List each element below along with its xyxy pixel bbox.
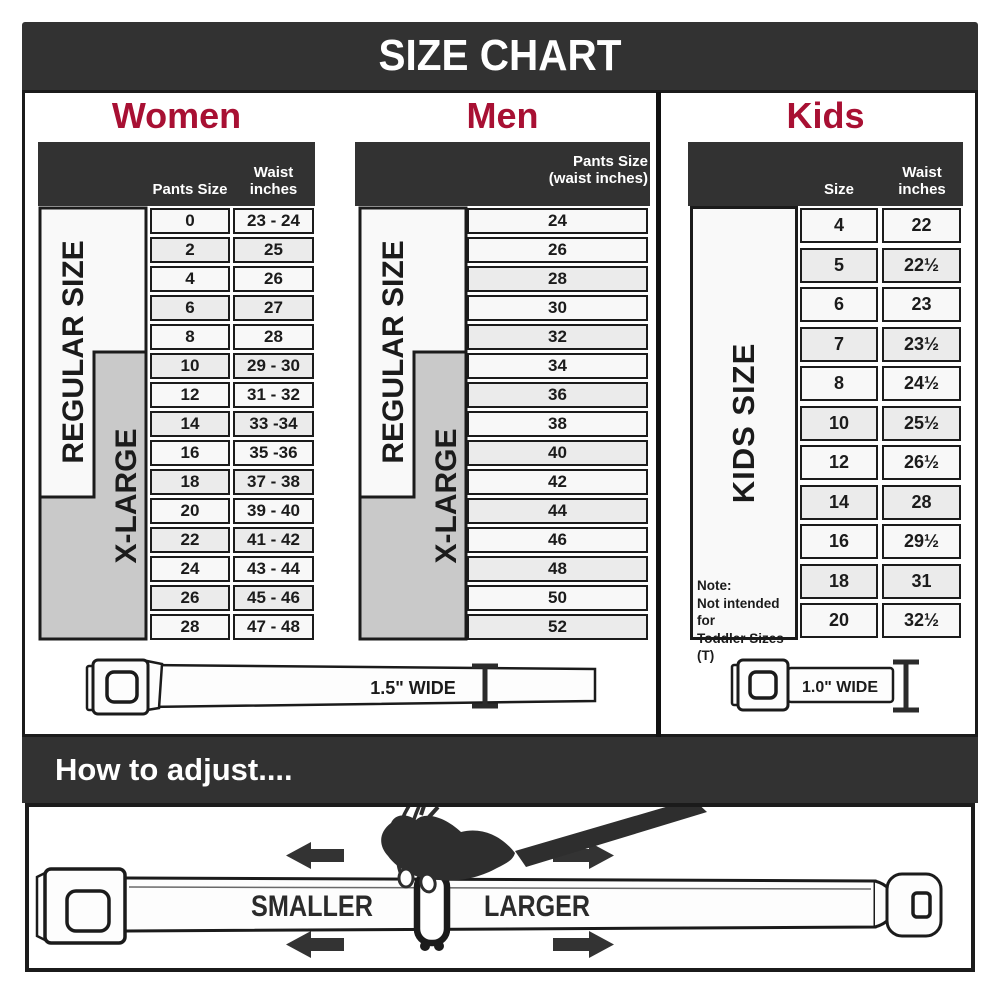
kids-table-cell: 22 xyxy=(882,208,961,243)
fingertip-under xyxy=(434,941,444,951)
women-table-cell: 14 xyxy=(150,411,230,437)
men-table-cell: 50 xyxy=(467,585,648,611)
women-table-cell: 26 xyxy=(233,266,314,292)
women-table-cell: 26 xyxy=(150,585,230,611)
women-table-cell: 29 - 30 xyxy=(233,353,314,379)
kids-size-label: KIDS SIZE xyxy=(726,342,761,504)
men-table-cell: 40 xyxy=(467,440,648,466)
kids-seatbelt-buckle-icon xyxy=(738,660,788,710)
kids-table-cell: 22½ xyxy=(882,248,961,283)
arrow-left-icon xyxy=(286,842,344,869)
women-table-cell: 20 xyxy=(150,498,230,524)
men-xlarge-label: X-LARGE xyxy=(429,428,463,564)
adult-seatbelt-buckle-icon xyxy=(93,660,148,714)
kids-table-cell: 12 xyxy=(800,445,878,480)
women-table-cell: 27 xyxy=(233,295,314,321)
kids-belt-illustration xyxy=(680,648,970,726)
adjust-illustration xyxy=(29,807,971,968)
kids-note-title: Note: xyxy=(697,578,732,593)
kids-table-cell: 7 xyxy=(800,327,878,362)
women-section-title: Women xyxy=(111,95,242,136)
adult-belt-width-label: 1.5" WIDE xyxy=(370,678,456,698)
women-table-cell: 39 - 40 xyxy=(233,498,314,524)
women-table-cell: 45 - 46 xyxy=(233,585,314,611)
smaller-label: SMALLER xyxy=(251,890,374,923)
women-col-header-waist: Waist inches xyxy=(249,164,298,198)
women-table-cell: 24 xyxy=(150,556,230,582)
men-col-header-pants-size xyxy=(467,142,648,206)
kids-size-box xyxy=(690,206,798,664)
how-to-adjust-band xyxy=(22,737,978,803)
kids-width-measure-icon xyxy=(893,662,919,710)
kids-table-cell: 20 xyxy=(800,603,878,638)
kids-table-cell: 23 xyxy=(882,287,961,322)
men-regular-size-label: REGULAR SIZE xyxy=(376,240,410,464)
women-table-cell: 47 - 48 xyxy=(233,614,314,640)
section-divider xyxy=(656,92,661,737)
women-table-cell: 28 xyxy=(150,614,230,640)
men-table-cell: 24 xyxy=(467,208,648,234)
women-table-cell: 22 xyxy=(150,527,230,553)
women-table-cell: 6 xyxy=(150,295,230,321)
women-size-range-labels xyxy=(38,206,148,642)
men-section-title: Men xyxy=(466,95,539,136)
men-col-header-line2: (waist inches) xyxy=(548,170,648,187)
women-table-cell: 8 xyxy=(150,324,230,350)
women-table-cell: 18 xyxy=(150,469,230,495)
men-table-cell: 48 xyxy=(467,556,648,582)
women-table-cell: 4 xyxy=(150,266,230,292)
women-xlarge-label: X-LARGE xyxy=(109,428,143,564)
kids-note-line2: Toddler Sizes (T) xyxy=(697,630,784,664)
men-size-range-labels xyxy=(358,206,468,642)
kids-col-header-size: Size xyxy=(823,181,854,198)
men-table-cell: 38 xyxy=(467,411,648,437)
men-table-cell: 26 xyxy=(467,237,648,263)
men-table-cell: 28 xyxy=(467,266,648,292)
kids-table-cell: 23½ xyxy=(882,327,961,362)
how-to-adjust-title: How to adjust.... xyxy=(55,752,293,787)
men-table-cell: 52 xyxy=(467,614,648,640)
kids-table-cell: 26½ xyxy=(882,445,961,480)
kids-table-cell: 14 xyxy=(800,485,878,520)
arrow-left-icon xyxy=(286,931,344,958)
kids-table-cell: 28 xyxy=(882,485,961,520)
women-col-header-pants-size: Pants Size xyxy=(152,181,228,198)
women-table-cell: 23 - 24 xyxy=(233,208,314,234)
kids-table-cell: 8 xyxy=(800,366,878,401)
women-table-cell: 33 -34 xyxy=(233,411,314,437)
women-table-cell: 35 -36 xyxy=(233,440,314,466)
kids-table-cell: 31 xyxy=(882,564,961,599)
women-regular-size-label: REGULAR SIZE xyxy=(56,240,90,464)
kids-table-cell: 25½ xyxy=(882,406,961,441)
women-table-cell: 43 - 44 xyxy=(233,556,314,582)
women-table-cell: 16 xyxy=(150,440,230,466)
kids-section-title: Kids xyxy=(786,95,865,136)
women-table-cell: 25 xyxy=(233,237,314,263)
kids-table-cell: 24½ xyxy=(882,366,961,401)
kids-table-cell: 18 xyxy=(800,564,878,599)
kids-note-line1: Not intended for xyxy=(697,595,780,629)
kids-col-header-waist: Waist inches xyxy=(898,164,946,198)
women-table-cell: 31 - 32 xyxy=(233,382,314,408)
arrow-right-icon xyxy=(553,931,614,958)
men-table-cell: 32 xyxy=(467,324,648,350)
men-table-cell: 44 xyxy=(467,498,648,524)
kids-table-cell: 10 xyxy=(800,406,878,441)
women-table-cell: 0 xyxy=(150,208,230,234)
larger-label: LARGER xyxy=(484,890,591,923)
women-table-cell: 12 xyxy=(150,382,230,408)
men-col-header-line1: Pants Size xyxy=(572,153,648,170)
women-table-cell: 41 - 42 xyxy=(233,527,314,553)
kids-table-cell: 4 xyxy=(800,208,878,243)
men-table-cell: 30 xyxy=(467,295,648,321)
title-banner xyxy=(22,22,978,90)
kids-table-cell: 32½ xyxy=(882,603,961,638)
men-table-cell: 34 xyxy=(467,353,648,379)
kids-belt-width-label: 1.0" WIDE xyxy=(801,679,879,696)
fingertip-under xyxy=(420,941,430,951)
men-table-cell: 36 xyxy=(467,382,648,408)
women-table-cell: 10 xyxy=(150,353,230,379)
women-table-cell: 28 xyxy=(233,324,314,350)
women-table-cell: 2 xyxy=(150,237,230,263)
page-title: SIZE CHART xyxy=(378,31,622,80)
adult-belt-illustration xyxy=(30,648,655,726)
men-table-cell: 42 xyxy=(467,469,648,495)
kids-table-cell: 6 xyxy=(800,287,878,322)
kids-table-cell: 16 xyxy=(800,524,878,559)
men-table-cell: 46 xyxy=(467,527,648,553)
kids-table-cell: 29½ xyxy=(882,524,961,559)
kids-table-cell: 5 xyxy=(800,248,878,283)
women-table-cell: 37 - 38 xyxy=(233,469,314,495)
